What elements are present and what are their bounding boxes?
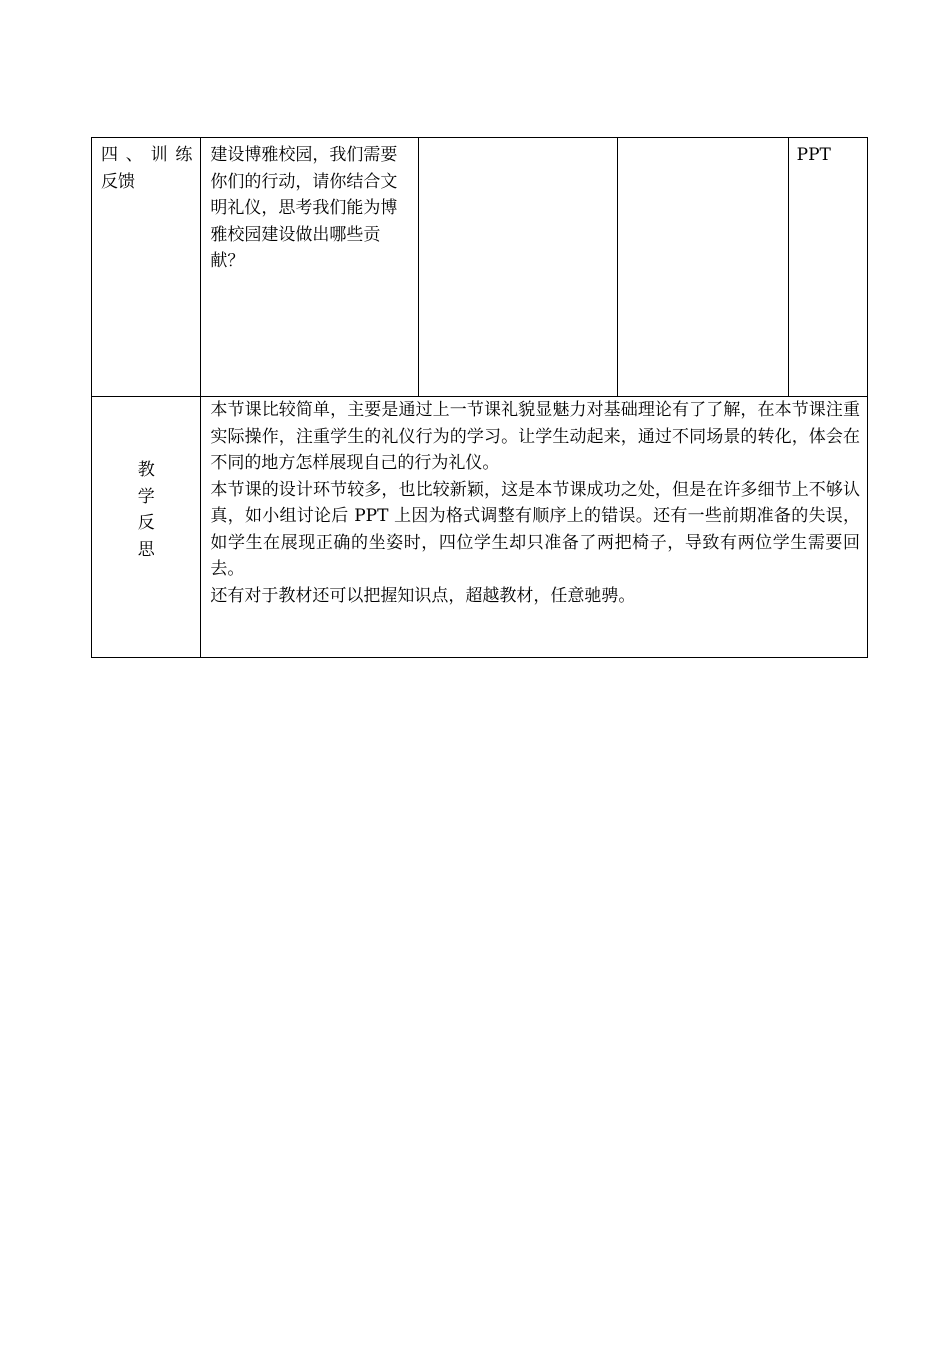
- activity-text: 建设博雅校园，我们需要你们的行动，请你结合文明礼仪，思考我们能为博雅校园建设做出哪些贡献？: [210, 145, 398, 271]
- empty-cell-col3: [419, 138, 618, 397]
- activity-cell: [201, 138, 419, 397]
- lesson-plan-table: [91, 137, 868, 658]
- reflection-paragraph-2: 本节课的设计环节较多，也比较新颖，这是本节课成功之处，但是在许多细节上不够认真，如小组讨论后 PPT 上因为格式调整有顺序上的错误。还有一些前期准备的失误，如学生在展现正确的坐姿时，四位学生却只准备了两把椅子，导致有两位学生需要回去。: [210, 479, 860, 579]
- step-label-cell: [92, 138, 201, 397]
- reflection-heading-cell: [92, 397, 201, 658]
- reflection-paragraph-1: 本节课比较简单，主要是通过上一节课礼貌显魅力对基础理论有了了解，在本节课注重实际操作，注重学生的礼仪行为的学习。让学生动起来，通过不同场景的转化，体会在不同的地方怎样展现自己的行为礼仪。: [210, 400, 860, 473]
- empty-cell-col4: [618, 138, 789, 397]
- reflection-body: [201, 397, 867, 609]
- reflection-body-cell: [201, 397, 868, 658]
- resource-text: PPT: [796, 145, 831, 165]
- col4-text: [618, 138, 788, 142]
- reflection-paragraph-3: 还有对于教材还可以把握知识点，超越教材，任意驰骋。: [210, 585, 636, 606]
- teaching-reflection-row: [92, 397, 868, 658]
- resource-cell: [788, 138, 867, 397]
- step-label-line2: 反馈: [101, 171, 135, 192]
- training-feedback-row: [92, 138, 868, 397]
- step-label-line1: 四 、 训 练: [101, 145, 193, 165]
- col3-text: [419, 138, 617, 142]
- reflection-heading: 教学反思: [137, 460, 155, 560]
